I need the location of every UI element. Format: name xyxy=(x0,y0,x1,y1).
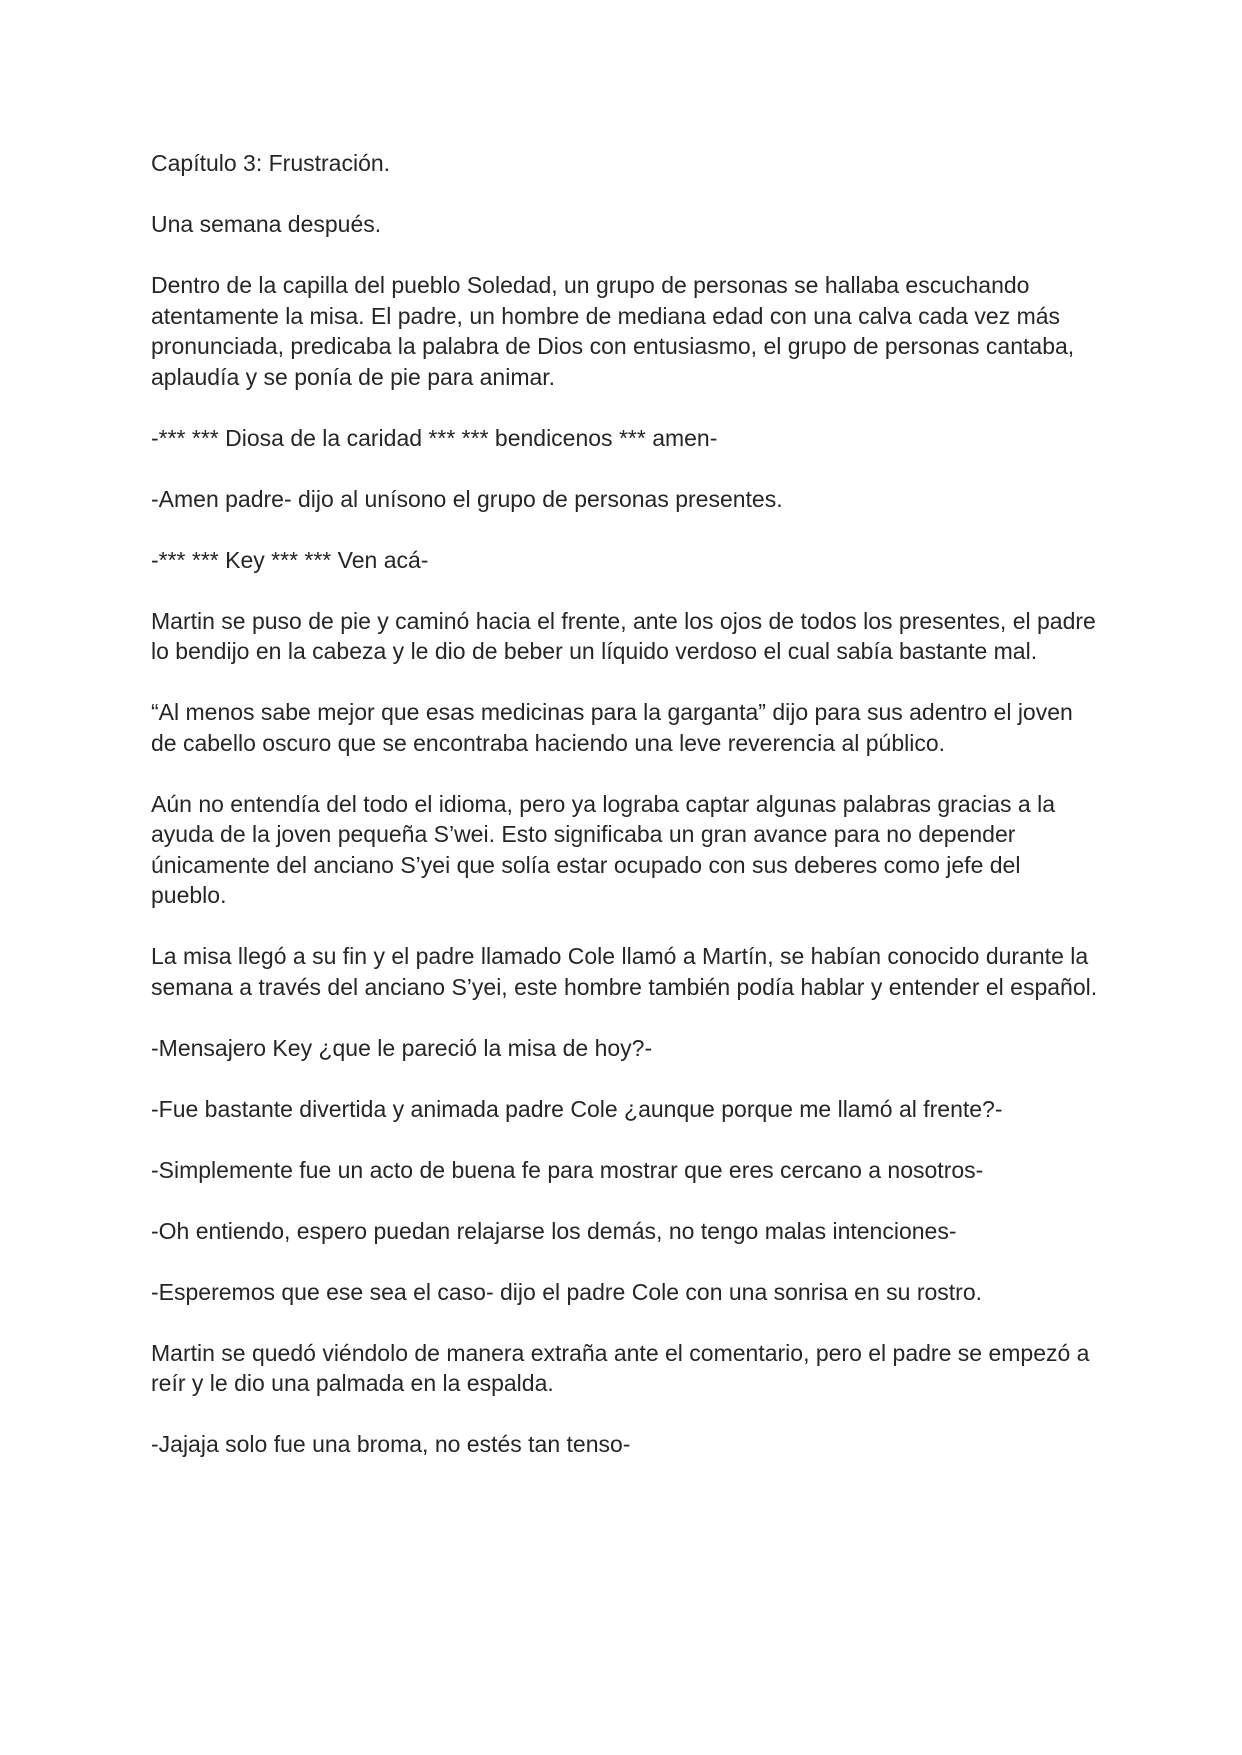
dialogue-line: -*** *** Diosa de la caridad *** *** bendicenos *** amen- xyxy=(151,424,718,451)
dialogue-line: -Mensajero Key ¿que le pareció la misa de hoy?- xyxy=(151,1034,653,1061)
document-body xyxy=(151,148,1101,1490)
paragraph: Martin se puso de pie y caminó hacia el frente, ante los ojos de todos los presentes, el padre lo bendijo en la cabeza y le dio de beber un líquido verdoso el cual sabía bastante mal. xyxy=(151,607,1096,664)
paragraph: La misa llegó a su fin y el padre llamado Cole llamó a Martín, se habían conocido durante la semana a través del anciano S’yei, este hombre también podía hablar y entender el español. xyxy=(151,943,1098,1000)
paragraph: Una semana después. xyxy=(151,211,382,237)
chapter-title: Capítulo 3: Frustración. xyxy=(151,150,391,176)
paragraph: Martin se quedó viéndolo de manera extraña ante el comentario, pero el padre se empezó a reír y le dio una palmada en la espalda. xyxy=(151,1339,1090,1396)
dialogue-line: -*** *** Key *** *** Ven acá- xyxy=(151,546,429,573)
paragraph: Aún no entendía del todo el idioma, pero ya lograba captar algunas palabras gracias a la ayuda de la joven pequeña S’wei. Esto significaba un gran avance para no depender únicamente del anciano S’yei que solía estar ocupado con sus deberes como jefe del pueblo. xyxy=(151,790,1055,908)
paragraph: “Al menos sabe mejor que esas medicinas para la garganta” dijo para sus adentro el joven de cabello oscuro que se encontraba haciendo una leve reverencia al público. xyxy=(151,699,1073,756)
dialogue-line: -Oh entiendo, espero puedan relajarse los demás, no tengo malas intenciones- xyxy=(151,1217,957,1244)
dialogue-line: -Jajaja solo fue una broma, no estés tan tenso- xyxy=(151,1431,631,1457)
paragraph: Dentro de la capilla del pueblo Soledad, un grupo de personas se hallaba escuchando atentamente la misa. El padre, un hombre de mediana edad con una calva cada vez más pronunciada, predicaba la palabra de Dios con entusiasmo, el grupo de personas cantaba, aplaudía y se ponía de pie para animar. xyxy=(151,272,1075,390)
dialogue-line: -Esperemos que ese sea el caso- dijo el padre Cole con una sonrisa en su rostro. xyxy=(151,1278,983,1305)
dialogue-line: -Simplemente fue un acto de buena fe para mostrar que eres cercano a nosotros- xyxy=(151,1156,984,1183)
dialogue-line: -Amen padre- dijo al unísono el grupo de personas presentes. xyxy=(151,485,783,512)
dialogue-line: -Fue bastante divertida y animada padre Cole ¿aunque porque me llamó al frente?- xyxy=(151,1095,1003,1122)
